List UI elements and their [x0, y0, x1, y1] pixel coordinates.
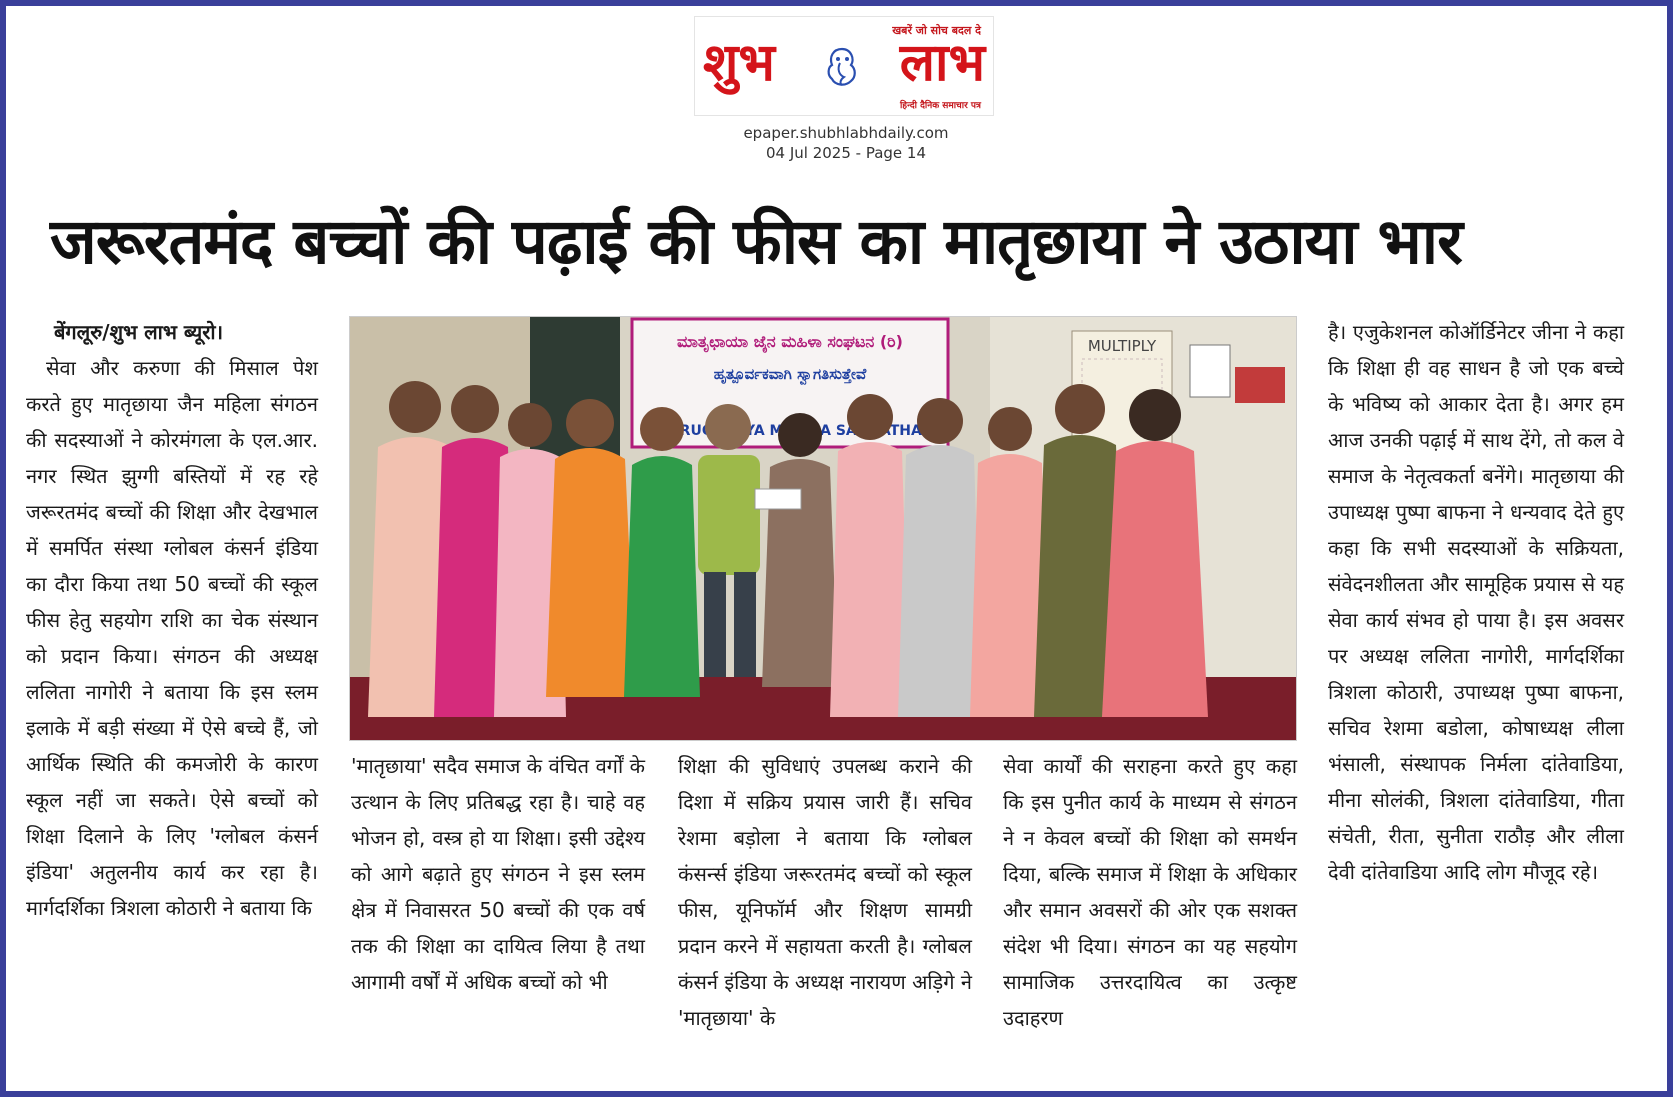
- dateline: बेंगलूरु/शुभ लाभ ब्यूरो।: [54, 320, 224, 344]
- masthead-tagline: खबरें जो सोच बदल दे: [892, 24, 981, 37]
- article-column-2: 'मातृछाया' सदैव समाज के वंचित वर्गों के उत्थान के लिए प्रतिबद्ध रहा है। चाहे वह भोजन हो, वस्त्र हो या शिक्षा। इसी उद्देश्य को आगे बढ़ाते हुए संगठन ने इस स्लम क्षेत्र में निवासरत 50 बच्चों की एक वर्ष तक की शिक्षा का दायित्व लिया है तथा आगामी वर्षों में अधिक बच्चों को भी: [351, 754, 645, 994]
- banner-line-2: ಹೃತ್ಪೂರ್ವಕವಾಗಿ ಸ್ವಾಗತಿಸುತ್ತೇವೆ: [713, 365, 867, 383]
- article-headline: जरूरतमंद बच्चों की पढ़ाई की फीस का मातृछाया ने उठाया भार: [50, 205, 1462, 278]
- edition-date: 04 Jul 2025 - Page 14: [765, 144, 926, 162]
- group-photo-illustration: [350, 317, 1297, 741]
- logo-word-left: शुभ: [703, 33, 775, 93]
- logo-word-right: लाभ: [899, 33, 985, 93]
- banner-line-1: ಮಾತೃಛಾಯಾ ಜೈನ ಮಹಿಳಾ ಸಂಘಟನ (ರಿ): [677, 332, 903, 351]
- column-1-text: सेवा और करुणा की मिसाल पेश करते हुए मातृछाया जैन महिला संगठन की सदस्याओं ने कोरमंगला के एल.आर. नगर स्थित झुग्गी बस्तियों में रह रहे जरूरतमंद बच्चों की शिक्षा और देखभाल में समर्पित संस्था ग्लोबल कंसर्न इंडिया का दौरा किया तथा 50 बच्चों की स्कूल फीस हेतु सहयोग राशि का चेक संस्थान को प्रदान किया। संगठन की अध्यक्ष ललिता नागोरी ने बताया कि इस स्लम इलाके में बड़ी संख्या में ऐसे बच्चे हैं, जो आर्थिक स्थिति की कमजोरी के कारण स्कूल नहीं जा सकते। ऐसे बच्चों को शिक्षा दिलाने के लिए 'ग्लोबल कंसर्न इंडिया' अतुलनीय कार्य कर रहा है। मार्गदर्शिका त्रिशला कोठारी ने बताया कि: [26, 356, 318, 920]
- article-column-3: शिक्षा की सुविधाएं उपलब्ध कराने की दिशा में सक्रिय प्रयास जारी हैं। सचिव रेशमा बड़ोला ने बताया कि ग्लोबल कंसर्न्स इंडिया जरूरतमंद बच्चों को स्कूल फीस, यूनिफॉर्म और शिक्षण सामग्री प्रदान करने में सहायता करती है। ग्लोबल कंसर्न इंडिया के अध्यक्ष नारायण अड़िगे ने 'मातृछाया' के: [678, 754, 972, 1030]
- ganesha-logo-icon: [823, 45, 861, 89]
- article-column-5: है। एजुकेशनल कोऑर्डिनेटर जीना ने कहा कि शिक्षा ही वह साधन है जो एक बच्चे के भविष्य को आकार देता है। अगर हम आज उनकी पढ़ाई में साथ देंगे, तो कल वे समाज के नेतृत्वकर्ता बनेंगे। मातृछाया की उपाध्यक्ष पुष्पा बाफना ने धन्यवाद देते हुए कहा कि सभी सदस्याओं के सक्रियता, संवेदनशीलता और सामूहिक प्रयास से यह सेवा कार्य संभव हो पाया है। इस अवसर पर अध्यक्ष ललिता नागोरी, मार्गदर्शिका त्रिशला कोठारी, उपाध्यक्ष पुष्पा बाफना, सचिव रेशमा बडोला, कोषाध्यक्ष लीला भंसाली, संस्थापक निर्मला दांतेवाडिया, मीना सोलंकी, त्रिशला दांतेवाडिया, गीता संचेती, रीता, सुनीता राठौड़ और लीला देवी दांतेवाडिया आदि लोग मौजूद रहे।: [1328, 320, 1624, 884]
- epaper-url[interactable]: epaper.shubhlabhdaily.com: [743, 124, 949, 142]
- news-photo: [349, 316, 1297, 741]
- wall-chart-title: MULTIPLY: [1087, 337, 1157, 355]
- masthead: [694, 16, 994, 116]
- article-column-1: [26, 314, 318, 926]
- masthead-subtitle: हिन्दी दैनिक समाचार पत्र: [899, 101, 981, 111]
- cheque: [755, 489, 801, 509]
- article-column-4: सेवा कार्यों की सराहना करते हुए कहा कि इस पुनीत कार्य के माध्यम से संगठन ने न केवल बच्चों की शिक्षा को समर्थन दिया, बल्कि समाज में शिक्षा के अधिकार और समान अवसरों की ओर एक सशक्त संदेश भी दिया। संगठन का यह सहयोग सामाजिक उत्तरदायित्व का उत्कृष्ट उदाहरण: [1003, 754, 1297, 1030]
